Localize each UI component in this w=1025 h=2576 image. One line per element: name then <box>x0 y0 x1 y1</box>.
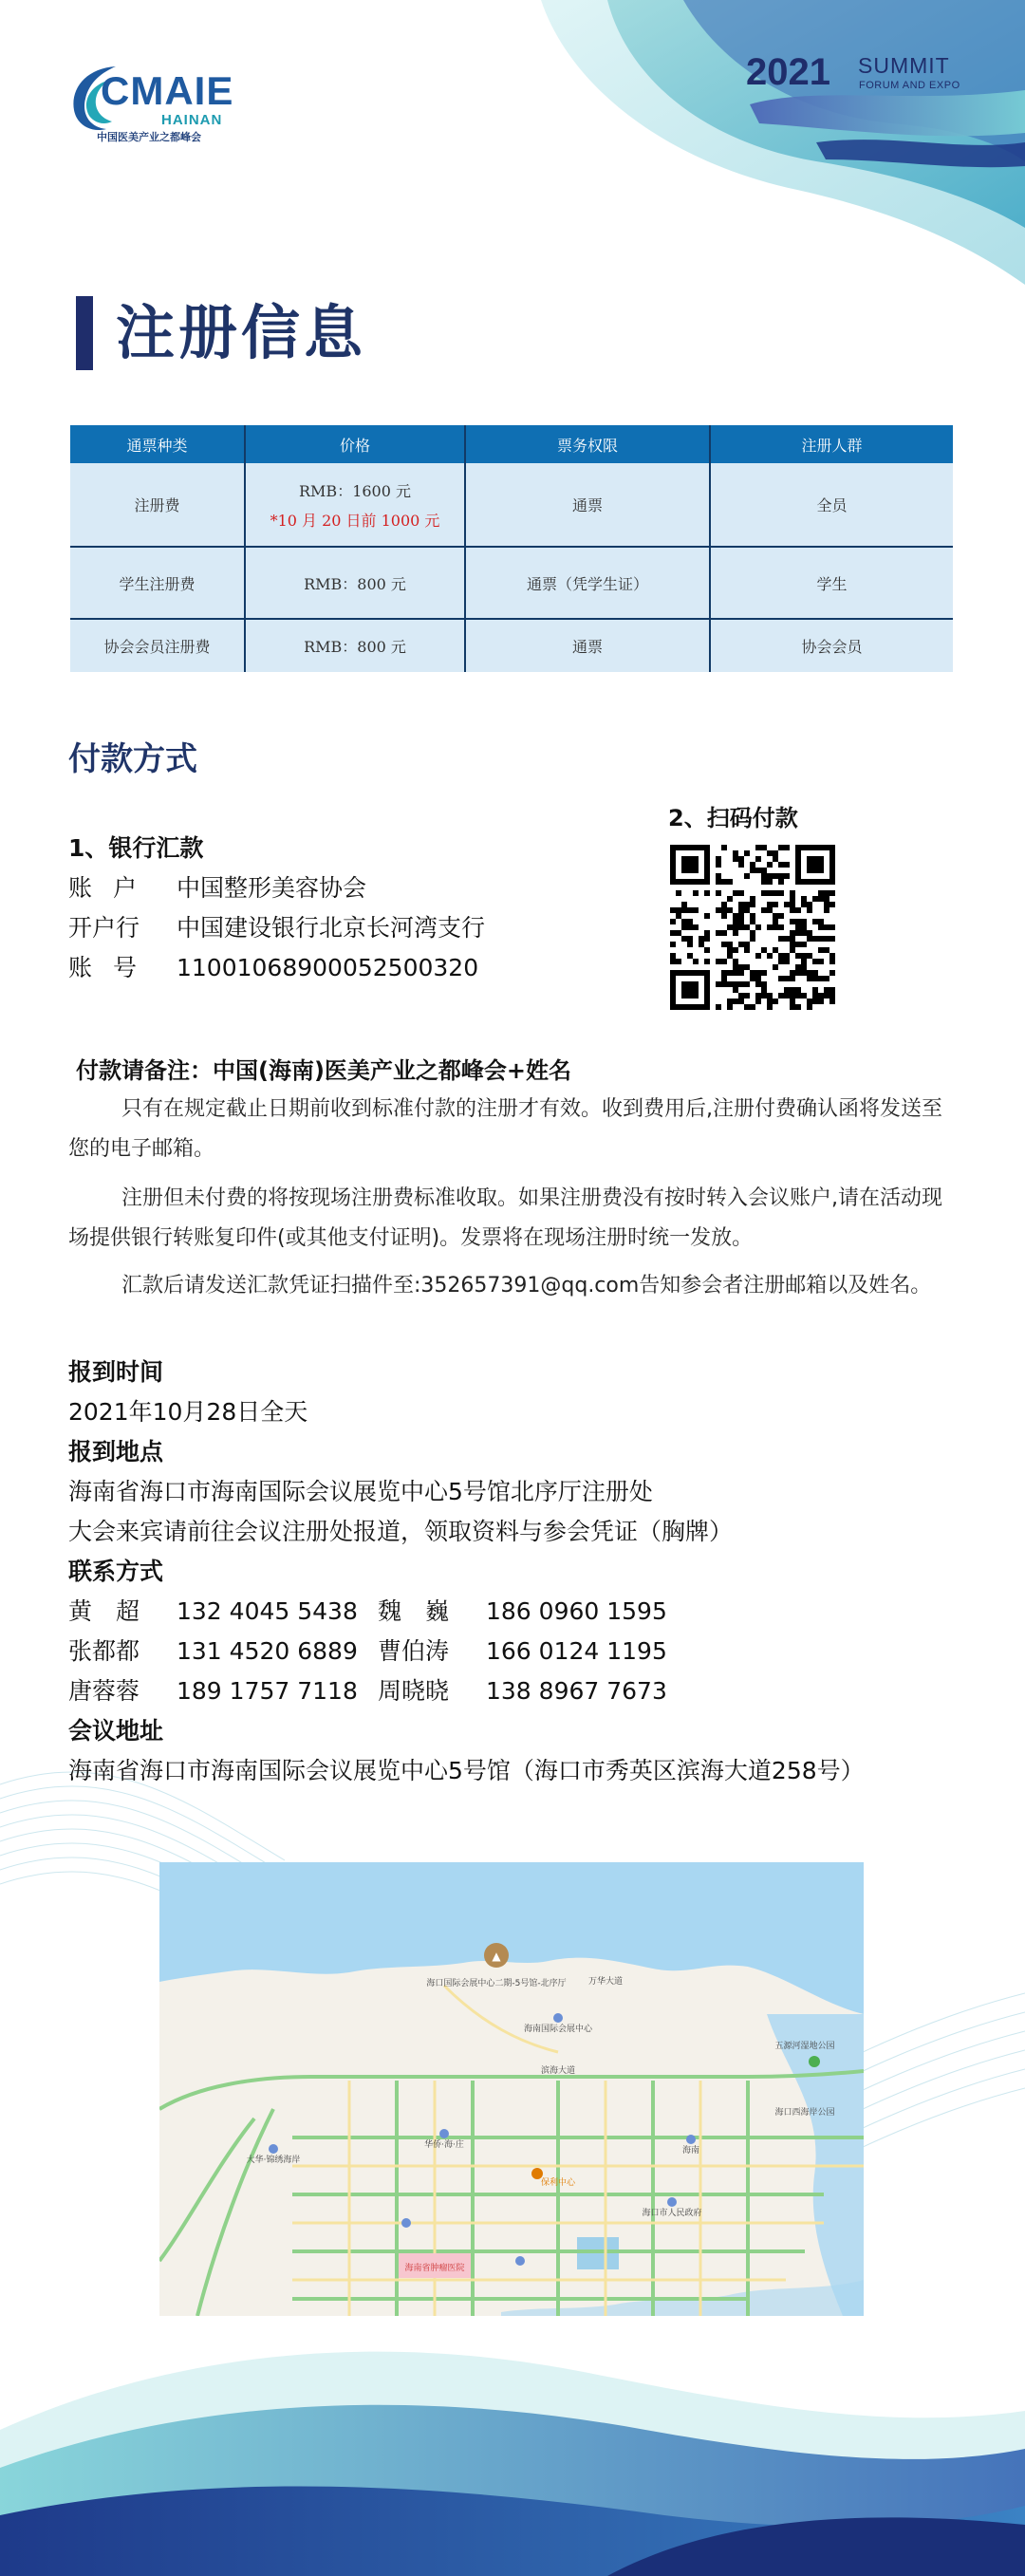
registration-table <box>70 425 953 672</box>
map-label-area: 海南 <box>681 2146 700 2156</box>
map-label-binhai: 滨海大道 <box>540 2066 576 2076</box>
account-label: 账户 <box>68 874 158 902</box>
map-label-area: 五源河湿地公园 <box>774 2042 835 2051</box>
ticket-price: RMB：800 元 <box>245 547 465 619</box>
checkin-place-label: 报到地点 <box>68 1438 164 1465</box>
payment-paragraph: 汇款后请发送汇款凭证扫描件至:352657391@qq.com告知参会者注册邮箱以及姓名。 <box>121 1274 932 1297</box>
contact-row <box>68 1593 667 1627</box>
contact-phone[interactable]: 166 0124 1195 <box>486 1637 667 1665</box>
bank-value: 中国建设银行北京长河湾支行 <box>177 914 486 942</box>
table-row <box>70 619 953 672</box>
ticket-audience: 协会会员 <box>710 619 953 672</box>
ticket-access: 通票 <box>465 463 710 547</box>
ticket-type: 学生注册费 <box>70 547 245 619</box>
price-value: RMB：1600 元 <box>299 481 411 500</box>
contact-name: 黄 超 <box>68 1597 140 1625</box>
contact-row <box>68 1672 667 1707</box>
summit-subtitle: FORUM AND EXPO <box>859 80 960 91</box>
bank-account-row <box>68 869 366 904</box>
summit-mark <box>746 51 974 99</box>
column-header: 价格 <box>245 425 465 463</box>
payment-note-title: 付款请备注：中国(海南)医美产业之都峰会+姓名 <box>76 1057 572 1084</box>
map-label-park: 海口西海岸公园 <box>774 2108 835 2118</box>
number-value: 11001068900052500320 <box>177 954 479 981</box>
ticket-access: 通票（凭学生证） <box>465 547 710 619</box>
checkin-time: 2021年10月28日全天 <box>68 1398 308 1426</box>
checkin-time-label: 报到时间 <box>68 1358 164 1386</box>
bank-transfer-title: 1、银行汇款 <box>68 834 204 862</box>
ticket-type: 注册费 <box>70 463 245 547</box>
map-label-hospital: 海南省肿瘤医院 <box>404 2264 465 2273</box>
logo-chinese-name: 中国医美产业之都峰会 <box>97 131 201 143</box>
bank-label: 开户行 <box>68 914 140 942</box>
map-label-area: 海口市人民政府 <box>642 2209 702 2218</box>
contact-phone[interactable]: 138 8967 7673 <box>486 1677 667 1705</box>
ticket-audience: 全员 <box>710 463 953 547</box>
bank-name-row <box>68 909 485 943</box>
ticket-audience: 学生 <box>710 547 953 619</box>
table-row <box>70 463 953 547</box>
contact-phone[interactable]: 131 4520 6889 <box>177 1637 358 1665</box>
table-header-row <box>70 425 953 463</box>
map-label-poly: 保利中心 <box>540 2178 576 2188</box>
ticket-access: 通票 <box>465 619 710 672</box>
qr-payment-title: 2、扫码付款 <box>668 805 798 831</box>
contact-name: 曹伯涛 <box>378 1637 450 1665</box>
contact-phone[interactable]: 132 4045 5438 <box>177 1597 358 1625</box>
contact-label: 联系方式 <box>68 1558 164 1585</box>
table-row <box>70 547 953 619</box>
contact-name: 魏 巍 <box>378 1597 450 1625</box>
payment-qr-code[interactable] <box>670 845 835 1010</box>
ticket-price <box>245 463 465 547</box>
contact-name: 唐蓉蓉 <box>68 1677 140 1705</box>
contact-row <box>68 1633 667 1667</box>
column-header: 通票种类 <box>70 425 245 463</box>
venue-label: 会议地址 <box>68 1717 164 1745</box>
map-label-road: 万华大道 <box>587 1977 624 1987</box>
bank-number-row <box>68 949 478 983</box>
summit-word: SUMMIT <box>858 53 950 78</box>
summit-year: 2021 <box>746 51 830 93</box>
ticket-type: 协会会员注册费 <box>70 619 245 672</box>
svg-text:▲: ▲ <box>492 1950 501 1963</box>
venue-map[interactable] <box>159 1862 864 2316</box>
venue-address: 海南省海口市海南国际会议展览中心5号馆（海口市秀英区滨海大道258号） <box>68 1757 865 1784</box>
logo-text: CMAIE <box>101 68 234 113</box>
registration-title: 注册信息 <box>116 298 367 367</box>
payment-paragraph: 注册但未付费的将按现场注册费标准收取。如果注册费没有按时转入会议账户,请在活动现场提供银行转账复印件(或其他支付证明)。发票将在现场注册时统一发放。 <box>68 1186 942 1250</box>
section-accent-bar <box>76 296 93 370</box>
logo-subtext: HAINAN <box>161 112 223 128</box>
number-label: 账号 <box>68 954 158 981</box>
contact-name: 张都都 <box>68 1637 140 1665</box>
contact-phone[interactable]: 189 1757 7118 <box>177 1677 358 1705</box>
cmaie-logo <box>68 55 258 143</box>
map-label-area: 大华·锦绣海岸 <box>246 2156 301 2165</box>
contact-name: 周晓晓 <box>378 1677 450 1705</box>
early-price-note: *10 月 20 日前 1000 元 <box>270 511 440 530</box>
ticket-price: RMB：800 元 <box>245 619 465 672</box>
checkin-place: 海南省海口市海南国际会议展览中心5号馆北序厅注册处 <box>68 1478 653 1505</box>
payment-paragraph: 只有在规定截止日期前收到标准付款的注册才有效。收到费用后,注册付费确认函将发送至您的电子邮箱。 <box>68 1097 942 1161</box>
payment-title: 付款方式 <box>68 740 197 778</box>
header-wave-decoration <box>0 0 1025 304</box>
column-header: 注册人群 <box>710 425 953 463</box>
map-label-center: 海南国际会展中心 <box>523 2025 593 2034</box>
map-label-area: 华侨·海·庄 <box>424 2140 464 2150</box>
checkin-place-note: 大会来宾请前往会议注册处报道，领取资料与参会凭证（胸牌） <box>68 1518 734 1545</box>
map-label-venue: 海口国际会展中心二期-5号馆-北序厅 <box>426 1979 567 1988</box>
column-header: 票务权限 <box>465 425 710 463</box>
contact-phone[interactable]: 186 0960 1595 <box>486 1597 667 1625</box>
account-value: 中国整形美容协会 <box>177 874 367 902</box>
